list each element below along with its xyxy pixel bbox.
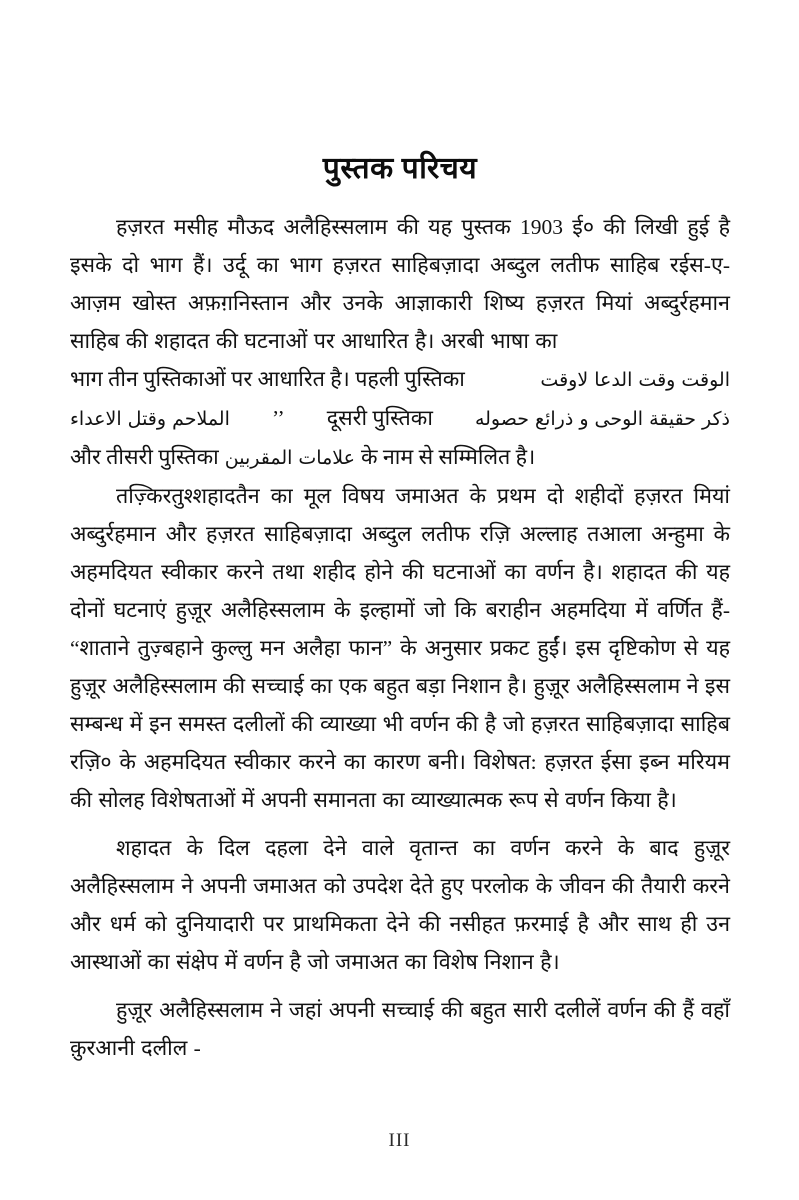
paragraph-intro-run [70, 208, 730, 360]
booklet-third-label: और तीसरी पुस्तिका [70, 444, 219, 469]
booklet-line-third [70, 438, 730, 477]
intro-line-3: रईस-ए-आज़म खोस्त अफ़ग़निस्तान और उनके आज्ञाकारी शिष्य हज़रत मियां [70, 252, 730, 315]
paragraph-quranic: हुज़ूर अलैहिस्सलाम ने जहां अपनी सच्चाई की बहुत सारी दलीलें वर्णन की हैं वहाँ क़ुरआनी दलील - [70, 997, 730, 1060]
booklet-third-tail: के नाम से सम्मिलित है। [360, 444, 536, 469]
booklet-line-first [70, 360, 730, 399]
paragraph-advice: शहादत के दिल दहला देने वाले वृतान्त का वर्णन करने के बाद हुज़ूर अलैहिस्सलाम ने अपनी जमाअत को उपदेश देते हुए परलोक के जीवन की तैयारी करने और धर्म को दुनियादारी पर प्राथमिकता देने की नसीहत फ़रमाई है और साथ ही उन आस्थाओं का संक्षेप में वर्णन है जो जमाअत का विशेष निशान है। [70, 835, 730, 974]
booklet-line-second [70, 399, 730, 438]
page-number: III [388, 1130, 411, 1151]
booklet-first-arabic-title: الوقت وقت الدعا لاوقت [540, 368, 730, 391]
intro-line-1: हज़रत मसीह मौऊद अलैहिस्सलाम की यह पुस्तक 1903 ई० की लिखी [116, 214, 679, 239]
booklet-third-arabic-title: علامات المقربين [224, 446, 355, 469]
booklet-first-label: भाग तीन पुस्तिकाओं पर आधारित है। पहली पुस्तिका [70, 366, 465, 391]
booklet-first-arabic-title-cont: الملاحم وقتل الاعداء [70, 407, 230, 430]
booklet-second-arabic-title: ذكر حقيقة الوحى و ذرائع حصوله [474, 407, 730, 430]
paragraph-intro [70, 208, 730, 477]
intro-line-4: अब्दुर्रहमान साहिब की शहादत की घटनाओं पर आधारित है। अरबी भाषा का [70, 290, 730, 353]
intro-line-2: हुई है इसके दो भाग हैं। उर्दू का भाग हज़रत साहिबज़ादा अब्दुल लतीफ साहिब [70, 214, 730, 277]
booklet-second-label: दूसरी पुस्तिका [326, 405, 433, 430]
page-title: पुस्तक परिचय [322, 152, 478, 185]
paragraph-subject: तज़्किरतुश्शहादतैन का मूल विषय जमाअत के प्रथम दो शहीदों हज़रत मियां अब्दुर्रहमान और हज़रत साहिबज़ादा अब्दुल लतीफ रज़ि अल्लाह तआला अन्हुमा के अहमदियत स्वीकार करने तथा शहीद होने की घटनाओं का वर्णन है। शहादत की यह दोनों घटनाएं हुज़ूर अलैहिस्सलाम के इल्हामों जो कि बराहीन अहमदिया में वर्णित हैं- “शाताने तुज़्बहाने कुल्लु मन अलैहा फान” के अनुसार प्रकट हुईं। इस दृष्टिकोण से यह हुज़ूर अलैहिस्सलाम की सच्चाई का एक बहुत बड़ा निशान है। हुज़ूर अलैहिस्सलाम ने इस सम्बन्ध में इन समस्त दलीलों की व्याख्या भी वर्णन की है जो हज़रत साहिबज़ादा साहिब रज़ि० के अहमदियत स्वीकार करने का कारण बनी। विशेषत: हज़रत ईसा इब्न मरियम की सोलह विशेषताओं में अपनी समानता का व्याख्यात्मक रूप से वर्णन किया है। [70, 483, 730, 812]
quote-mark: ’’ [271, 405, 285, 430]
page-content [70, 150, 730, 1069]
